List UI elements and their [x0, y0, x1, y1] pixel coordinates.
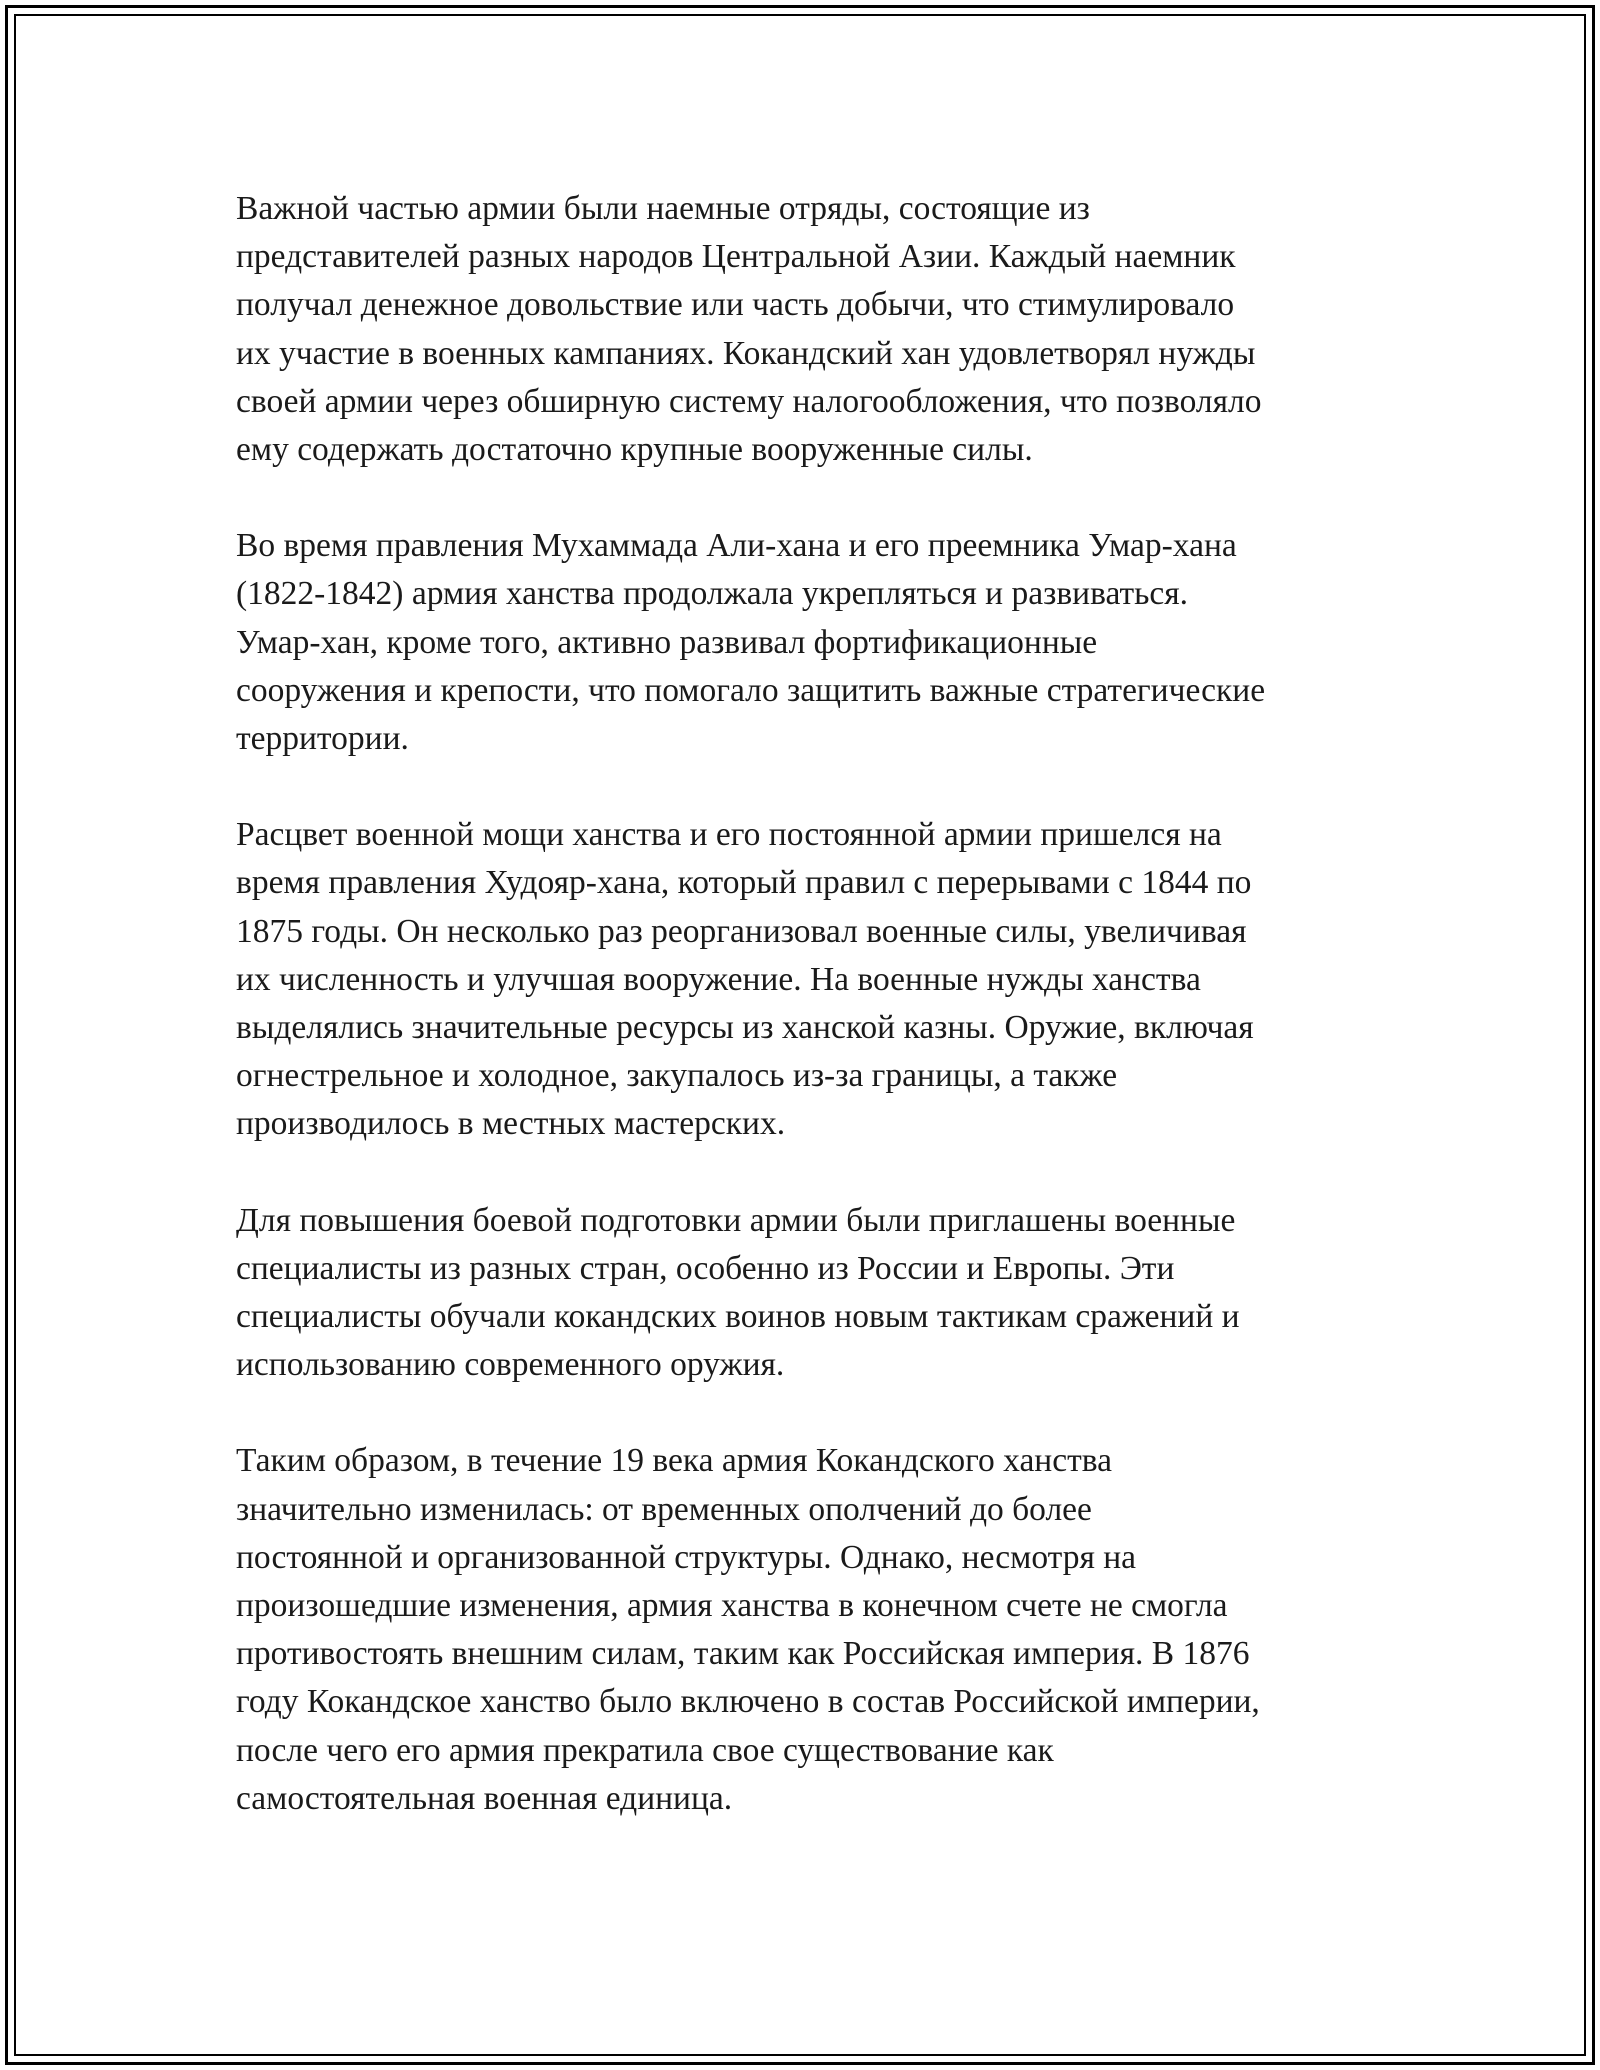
paragraph-umar-khan: Во время правления Мухаммада Али-хана и его преемника Умар-хана (1822-1842) армия ханства продолжала укрепляться и развиваться. Умар-хан, кроме того, активно развивал фортификационные сооружения и крепости, что помогало защитить важные стратегические территории. — [236, 527, 1266, 758]
paragraph-conclusion: Таким образом, в течение 19 века армия Кокандского ханства значительно изменилась: от временных ополчений до более постоянной и организованной структуры. Однако, несмотря на произошедшие изменения, армия ханства в конечном счете не смогла противостоять внешним силам, таким как Российская империя. В 1876 году Кокандское ханство было включено в состав Российской империи, после чего его армия прекратила свое существование как самостоятельная военная единица. — [236, 1442, 1260, 1817]
paragraph-mercenaries: Важной частью армии были наемные отряды, состоящие из представителей разных народов Центральной Азии. Каждый наемник получал денежное довольствие или часть добычи, что стимулировало их участие в военных кампаниях. Кокандский хан удовлетворял нужды своей армии через обширную систему налогообложения, что позволяло ему содержать достаточно крупные вооруженные силы. — [236, 190, 1262, 469]
paragraph-khudoyar-khan: Расцвет военной мощи ханства и его постоянной армии пришелся на время правления Худояр-хана, который правил с перерывами с 1844 по 1875 годы. Он несколько раз реорганизовал военные силы, увеличивая их численность и улучшая вооружение. На военные нужды ханства выделялись значительные ресурсы из ханской казны. Оружие, включая огнестрельное и холодное, закупалось из-за границы, а также производилось в местных мастерских. — [236, 816, 1254, 1143]
document-body — [236, 185, 1396, 1871]
paragraph-foreign-specialists: Для повышения боевой подготовки армии были приглашены военные специалисты из разных стран, особенно из России и Европы. Эти специалисты обучали кокандских воинов новым тактикам сражений и использованию современного оружия. — [236, 1201, 1240, 1384]
